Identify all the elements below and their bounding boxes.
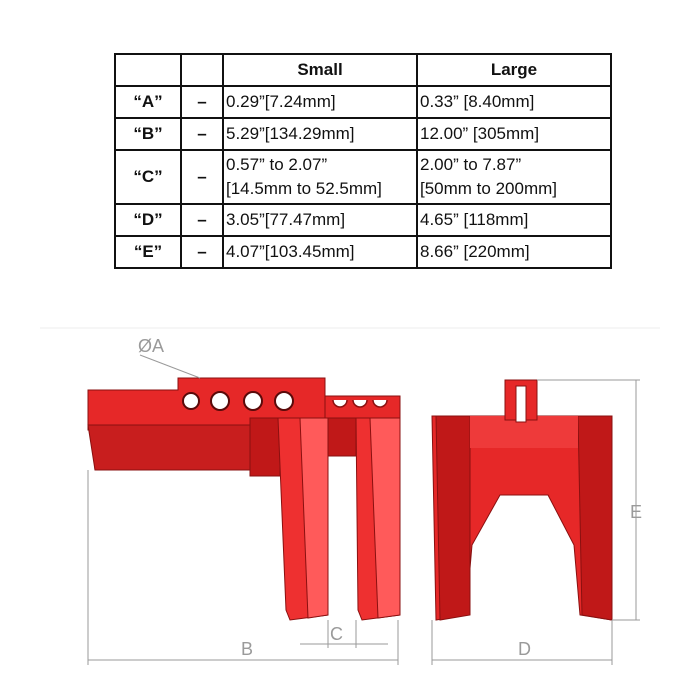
row-large-value: 12.00” [305mm] <box>417 118 611 150</box>
label-d: D <box>518 639 531 659</box>
label-a: ØA <box>138 336 165 356</box>
table-row <box>115 150 611 204</box>
row-dash: – <box>181 236 223 268</box>
row-dash: – <box>181 86 223 118</box>
dimension-table <box>114 53 612 269</box>
row-small-value: 5.29”[134.29mm] <box>223 118 417 150</box>
table-header-row <box>115 54 611 86</box>
header-small: Small <box>223 54 417 86</box>
row-key: “A” <box>115 86 181 118</box>
header-cell <box>115 54 181 86</box>
row-dash: – <box>181 118 223 150</box>
label-b: B <box>241 639 254 659</box>
table-row <box>115 86 611 118</box>
front-view <box>432 380 612 620</box>
row-key: “D” <box>115 204 181 236</box>
row-large-value: 0.33” [8.40mm] <box>417 86 611 118</box>
table-row <box>115 204 611 236</box>
table-row <box>115 118 611 150</box>
row-dash: – <box>181 150 223 204</box>
row-key: “E” <box>115 236 181 268</box>
row-key: “C” <box>115 150 181 204</box>
row-large-value: 4.65” [118mm] <box>417 204 611 236</box>
side-view <box>88 378 400 620</box>
row-small-value: 4.07”[103.45mm] <box>223 236 417 268</box>
table-row <box>115 236 611 268</box>
valve-lockout-drawing <box>0 300 700 700</box>
row-large-value: 2.00” to 7.87” [50mm to 200mm] <box>417 150 611 204</box>
row-dash: – <box>181 204 223 236</box>
row-large-value: 8.66” [220mm] <box>417 236 611 268</box>
header-cell <box>181 54 223 86</box>
header-large: Large <box>417 54 611 86</box>
row-small-value: 0.57” to 2.07” [14.5mm to 52.5mm] <box>223 150 417 204</box>
row-small-value: 3.05”[77.47mm] <box>223 204 417 236</box>
row-small-value: 0.29”[7.24mm] <box>223 86 417 118</box>
label-e: E <box>630 502 643 522</box>
label-c: C <box>330 624 343 644</box>
row-key: “B” <box>115 118 181 150</box>
